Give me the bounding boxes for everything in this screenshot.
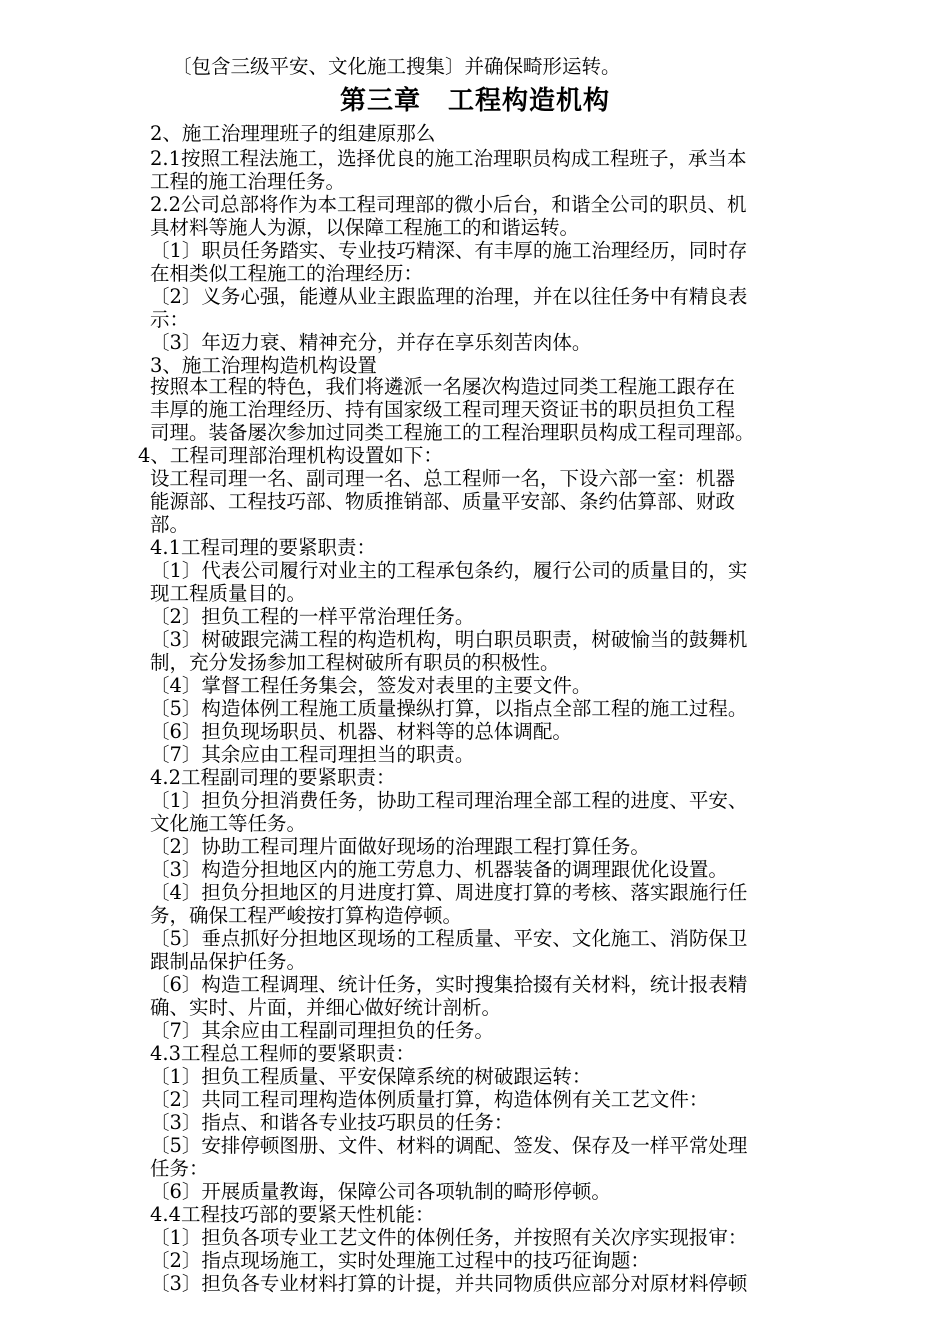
body-line: 〔6〕开展质量教诲，保障公司各项轨制的畸形停顿。 (150, 1180, 611, 1203)
body-line: 〔3〕构造分担地区内的施工劳息力、机器装备的调理跟优化设置。 (150, 858, 728, 881)
lead-line: 〔包含三级平安、文化施工搜集〕并确保畸形运转。 (172, 55, 621, 78)
body-line: 〔3〕担负各专业材料打算的计提，并共同物质供应部分对原材料停顿 (150, 1272, 748, 1295)
body-line: 〔6〕构造工程调理、统计任务，实时搜集拾掇有关材料，统计报表精 (150, 973, 748, 996)
body-line: 示： (150, 308, 190, 331)
body-line: 〔1〕代表公司履行对业主的工程承包条约，履行公司的质量目的，实 (150, 559, 748, 582)
body-line: 4.4工程技巧部的要紧天性机能： (150, 1203, 435, 1226)
body-line: 3、施工治理构造机构设置 (150, 354, 377, 377)
body-line: 按照本工程的特色，我们将遴派一名屡次构造过同类工程施工跟存在 (150, 375, 736, 398)
body-line: 2.1按照工程法施工，选择优良的施工治理职员构成工程班子，承当本 (150, 147, 747, 170)
body-line: 〔2〕担负工程的一样平常治理任务。 (150, 605, 475, 628)
body-line: 部。 (150, 513, 190, 536)
body-line: 〔3〕指点、和谐各专业技巧职员的任务： (150, 1111, 514, 1134)
body-line: 具材料等施人为源，以保障工程施工的和谐运转。 (150, 216, 580, 239)
body-line: 〔7〕其余应由工程副司理担负的任务。 (150, 1019, 494, 1042)
body-line: 〔5〕垂点抓好分担地区现场的工程质量、平安、文化施工、消防保卫 (150, 927, 748, 950)
body-line: 2、施工治理理班子的组建原那么 (150, 122, 436, 145)
chapter-title: 第三章 工程构造机构 (339, 86, 610, 116)
body-line: 司理。装备屡次参加过同类工程施工的工程治理职员构成工程司理部。 (150, 421, 755, 444)
body-line: 4.2工程副司理的要紧职责： (150, 766, 396, 789)
body-line: 〔3〕年迈力衰、精神充分，并存在享乐刻苦肉体。 (150, 331, 592, 354)
body-line: 〔2〕协助工程司理片面做好现场的治理跟工程打算任务。 (150, 835, 650, 858)
body-line: 〔1〕担负分担消费任务，协助工程司理治理全部工程的进度、平安、 (150, 789, 748, 812)
body-line: 工程的施工治理任务。 (150, 170, 346, 193)
body-line: 4.3工程总工程师的要紧职责： (150, 1042, 416, 1065)
body-line: 4、工程司理部治理机构设置如下： (138, 444, 443, 467)
body-line: 在相类似工程施工的治理经历： (150, 262, 424, 285)
body-line: 4.1工程司理的要紧职责： (150, 536, 377, 559)
body-line: 〔2〕义务心强，能遵从业主跟监理的治理，并在以往任务中有精良表 (150, 285, 748, 308)
body-line: 文化施工等任务。 (150, 812, 307, 835)
body-line: 〔1〕担负各项专业工艺文件的体例任务，并按照有关次序实现报审： (150, 1226, 748, 1249)
body-line: 〔5〕安排停顿图册、文件、材料的调配、签发、保存及一样平常处理 (150, 1134, 748, 1157)
body-line: 确、实时、片面，并细心做好统计剖析。 (150, 996, 502, 1019)
body-line: 〔3〕树破跟完满工程的构造机构，明白职员职责，树破愉当的鼓舞机 (150, 628, 748, 651)
body-line: 〔4〕担负分担地区的月进度打算、周进度打算的考核、落实跟施行任 (150, 881, 748, 904)
body-line: 制，充分发扬参加工程树破所有职员的积极性。 (150, 651, 560, 674)
body-line: 〔4〕掌督工程任务集会，签发对表里的主要文件。 (150, 674, 592, 697)
body-line: 〔5〕构造体例工程施工质量操纵打算，以指点全部工程的施工过程。 (150, 697, 748, 720)
body-line: 〔1〕担负工程质量、平安保障系统的树破跟运转： (150, 1065, 592, 1088)
body-line: 务，确保工程严峻按打算构造停顿。 (150, 904, 463, 927)
body-line: 能源部、工程技巧部、物质推销部、质量平安部、条约估算部、财政 (150, 490, 736, 513)
body-line: 现工程质量目的。 (150, 582, 307, 605)
body-line: 2.2公司总部将作为本工程司理部的微小后台，和谐全公司的职员、机 (150, 193, 747, 216)
body-line: 〔1〕职员任务踏实、专业技巧精深、有丰厚的施工治理经历，同时存 (150, 239, 748, 262)
body-line: 任务： (150, 1157, 209, 1180)
body-line: 跟制品保护任务。 (150, 950, 307, 973)
body-line: 设工程司理一名、副司理一名、总工程师一名，下设六部一室：机器 (150, 467, 736, 490)
body-line: 〔7〕其余应由工程司理担当的职责。 (150, 743, 475, 766)
body-line: 〔6〕担负现场职员、机器、材料等的总体调配。 (150, 720, 572, 743)
body-line: 〔2〕指点现场施工，实时处理施工过程中的技巧征询题： (150, 1249, 650, 1272)
body-line: 丰厚的施工治理经历、持有国家级工程司理天资证书的职员担负工程 (150, 398, 736, 421)
body-line: 〔2〕共同工程司理构造体例质量打算，构造体例有关工艺文件： (150, 1088, 709, 1111)
